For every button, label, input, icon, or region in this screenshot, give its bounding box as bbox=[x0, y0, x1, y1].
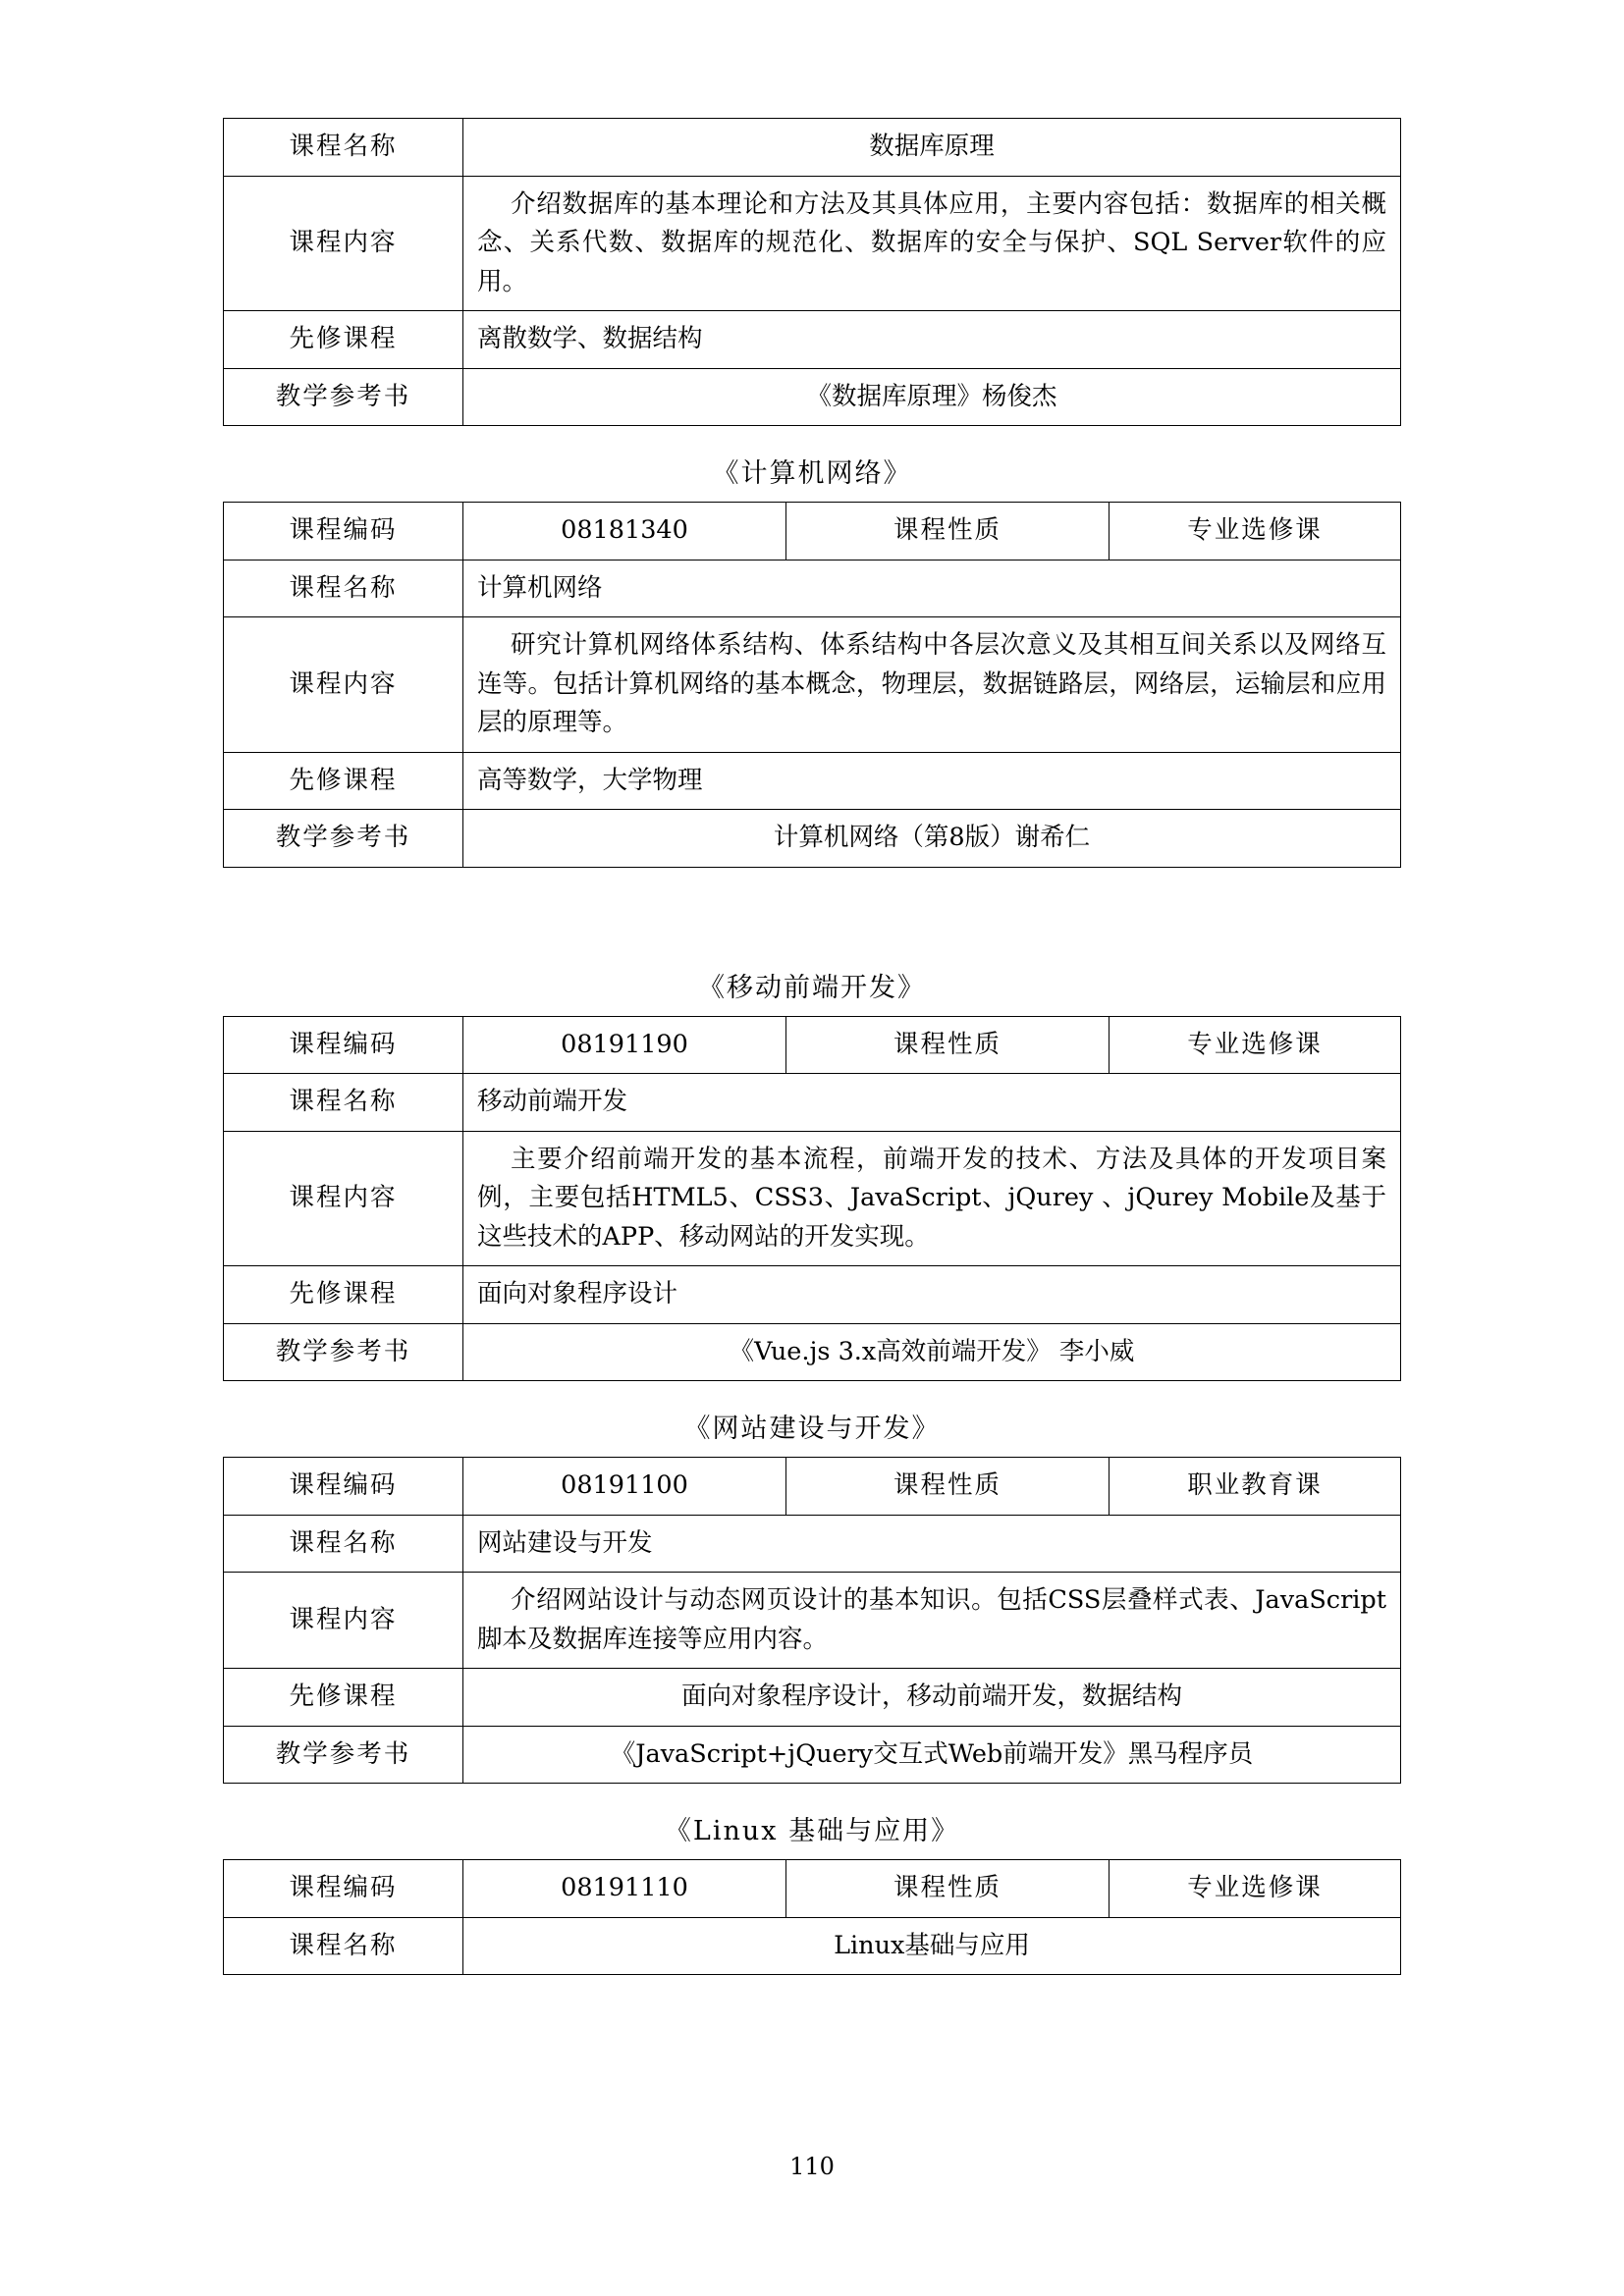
table-row bbox=[224, 176, 1401, 311]
table-row bbox=[224, 368, 1401, 426]
row-label: 课程内容 bbox=[224, 176, 463, 311]
row-value: 网站建设与开发 bbox=[463, 1515, 1401, 1573]
table-row bbox=[224, 752, 1401, 810]
row-label: 课程名称 bbox=[224, 1074, 463, 1132]
row-label: 课程内容 bbox=[224, 617, 463, 753]
section-title-website-construction: 《网站建设与开发》 bbox=[683, 1414, 941, 1445]
table-row bbox=[224, 1917, 1401, 1975]
table-row bbox=[224, 119, 1401, 177]
table-row bbox=[224, 560, 1401, 617]
row-label-course-code: 课程编码 bbox=[224, 503, 463, 561]
row-label-course-nature: 课程性质 bbox=[786, 1458, 1110, 1516]
row-value: 高等数学，大学物理 bbox=[463, 752, 1401, 810]
table-row bbox=[224, 1266, 1401, 1324]
course-table-mobile-frontend bbox=[223, 1016, 1401, 1382]
row-value: 介绍网站设计与动态网页设计的基本知识。包括CSS层叠样式表、JavaScript脚本及数据库连接等应用内容。 bbox=[463, 1573, 1401, 1669]
course-table-computer-networks bbox=[223, 502, 1401, 868]
course-code-value: 08191110 bbox=[463, 1860, 786, 1918]
row-value: 《JavaScript+jQuery交互式Web前端开发》黑马程序员 bbox=[463, 1726, 1401, 1784]
table-row bbox=[224, 1515, 1401, 1573]
row-label: 先修课程 bbox=[224, 311, 463, 369]
row-value: 离散数学、数据结构 bbox=[463, 311, 1401, 369]
row-value: 面向对象程序设计 bbox=[463, 1266, 1401, 1324]
table-row bbox=[224, 1323, 1401, 1381]
row-label-course-code: 课程编码 bbox=[224, 1458, 463, 1516]
row-value: 面向对象程序设计，移动前端开发，数据结构 bbox=[463, 1669, 1401, 1727]
row-value: 计算机网络 bbox=[463, 560, 1401, 617]
row-label: 课程名称 bbox=[224, 119, 463, 177]
row-label-course-nature: 课程性质 bbox=[786, 1860, 1110, 1918]
page-number: 110 bbox=[789, 2153, 835, 2180]
table-row bbox=[224, 1669, 1401, 1727]
row-label-course-nature: 课程性质 bbox=[786, 1016, 1110, 1074]
course-nature-value: 专业选修课 bbox=[1110, 503, 1401, 561]
row-value: 介绍数据库的基本理论和方法及其具体应用，主要内容包括：数据库的相关概念、关系代数、数据库的规范化、数据库的安全与保护、SQL Server软件的应用。 bbox=[463, 176, 1401, 311]
table-row bbox=[224, 1458, 1401, 1516]
course-nature-value: 职业教育课 bbox=[1110, 1458, 1401, 1516]
table-row bbox=[224, 1016, 1401, 1074]
section-title-computer-networks: 《计算机网络》 bbox=[712, 458, 912, 490]
row-value: 数据库原理 bbox=[463, 119, 1401, 177]
course-table-website-construction bbox=[223, 1457, 1401, 1784]
row-label: 课程内容 bbox=[224, 1573, 463, 1669]
row-value: 计算机网络（第8版）谢希仁 bbox=[463, 810, 1401, 868]
row-label: 课程内容 bbox=[224, 1131, 463, 1266]
row-label-course-code: 课程编码 bbox=[224, 1016, 463, 1074]
row-label: 课程名称 bbox=[224, 1515, 463, 1573]
row-value: 《数据库原理》杨俊杰 bbox=[463, 368, 1401, 426]
table-row bbox=[224, 1074, 1401, 1132]
course-code-value: 08191190 bbox=[463, 1016, 786, 1074]
row-label: 教学参考书 bbox=[224, 1323, 463, 1381]
row-value: 《Vue.js 3.x高效前端开发》 李小威 bbox=[463, 1323, 1401, 1381]
table-row bbox=[224, 810, 1401, 868]
row-label: 课程名称 bbox=[224, 1917, 463, 1975]
row-value: 主要介绍前端开发的基本流程，前端开发的技术、方法及具体的开发项目案例，主要包括HTML5、CSS3、JavaScript、jQurey 、jQurey Mobile及基于这些技术的APP、移动网站的开发实现。 bbox=[463, 1131, 1401, 1266]
section-title-linux-basics: 《Linux 基础与应用》 bbox=[664, 1816, 960, 1847]
row-label: 课程名称 bbox=[224, 560, 463, 617]
table-row bbox=[224, 1726, 1401, 1784]
row-value: Linux基础与应用 bbox=[463, 1917, 1401, 1975]
spacer bbox=[147, 868, 1477, 940]
table-row bbox=[224, 311, 1401, 369]
course-nature-value: 专业选修课 bbox=[1110, 1016, 1401, 1074]
table-row bbox=[224, 617, 1401, 753]
row-label-course-code: 课程编码 bbox=[224, 1860, 463, 1918]
table-row bbox=[224, 1860, 1401, 1918]
row-label: 教学参考书 bbox=[224, 1726, 463, 1784]
row-label-course-nature: 课程性质 bbox=[786, 503, 1110, 561]
course-table-linux-basics bbox=[223, 1859, 1401, 1975]
course-code-value: 08191100 bbox=[463, 1458, 786, 1516]
row-label: 教学参考书 bbox=[224, 810, 463, 868]
row-label: 教学参考书 bbox=[224, 368, 463, 426]
row-value: 研究计算机网络体系结构、体系结构中各层次意义及其相互间关系以及网络互连等。包括计算机网络的基本概念，物理层，数据链路层，网络层，运输层和应用层的原理等。 bbox=[463, 617, 1401, 753]
course-code-value: 08181340 bbox=[463, 503, 786, 561]
row-label: 先修课程 bbox=[224, 752, 463, 810]
course-table-database-principles bbox=[223, 118, 1401, 426]
table-row bbox=[224, 503, 1401, 561]
table-row bbox=[224, 1573, 1401, 1669]
row-label: 先修课程 bbox=[224, 1266, 463, 1324]
section-title-mobile-frontend: 《移动前端开发》 bbox=[698, 972, 926, 1003]
row-label: 先修课程 bbox=[224, 1669, 463, 1727]
row-value: 移动前端开发 bbox=[463, 1074, 1401, 1132]
course-nature-value: 专业选修课 bbox=[1110, 1860, 1401, 1918]
table-row bbox=[224, 1131, 1401, 1266]
